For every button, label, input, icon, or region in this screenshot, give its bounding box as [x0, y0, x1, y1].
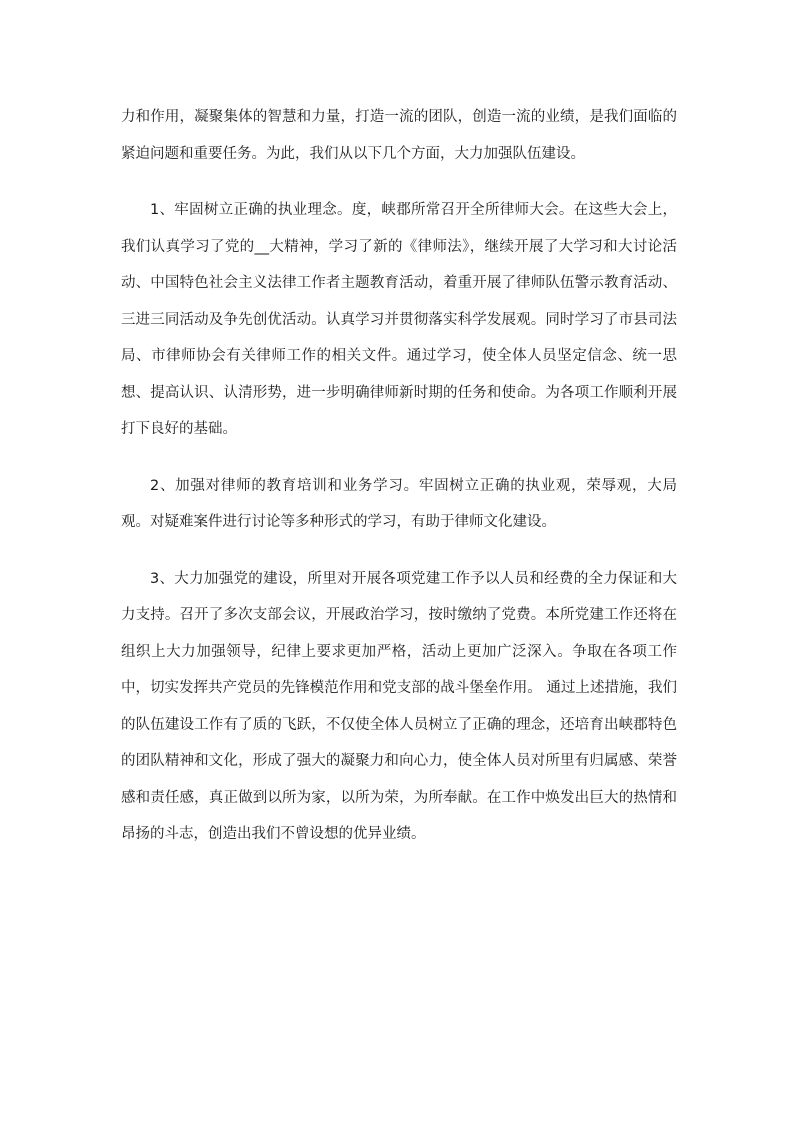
document-body	[121, 99, 677, 873]
paragraph-intro: 力和作用，凝聚集体的智慧和力量，打造一流的团队，创造一流的业绩，是我们面临的紧迫问题和重要任务。为此，我们从以下几个方面，大力加强队伍建设。	[121, 109, 677, 162]
paragraph-item-2: 2、加强对律师的教育培训和业务学习。牢固树立正确的执业观，荣辱观，大局观。对疑难案件进行讨论等多种形式的学习，有助于律师文化建设。	[121, 477, 677, 530]
paragraph-item-3: 3、大力加强党的建设，所里对开展各项党建工作予以人员和经费的全力保证和大力支持。召开了多次支部会议，开展政治学习，按时缴纳了党费。本所党建工作还将在组织上大力加强领导，纪律上要求更加严格，活动上更加广泛深入。争取在各项工作中，切实发挥共产党员的先锋模范作用和党支部的战斗堡垒作用。 通过上述措施，我们的队伍建设工作有了质的飞跃，不仅使全体人员树立了正确的理念，还培育出峡郡特色的团队精神和文化，形成了强大的凝聚力和向心力，使全体人员对所里有归属感、荣誉感和责任感，真正做到以所为家，以所为荣，为所奉献。在工作中焕发出巨大的热情和昂扬的斗志，创造出我们不曾设想的优异业绩。	[121, 570, 677, 842]
paragraph-item-1: 1、牢固树立正确的执业理念。度，峡郡所常召开全所律师大会。在这些大会上，我们认真学习了党的__大精神，学习了新的《律师法》，继续开展了大学习和大讨论活动、中国特色社会主义法律工作者主题教育活动，着重开展了律师队伍警示教育活动、三进三同活动及争先创优活动。认真学习并贯彻落实科学发展观。同时学习了市县司法局、市律师协会有关律师工作的相关文件。通过学习，使全体人员坚定信念、统一思想、提高认识、认清形势，进一步明确律师新时期的任务和使命。为各项工作顺利开展打下良好的基础。	[121, 202, 677, 437]
